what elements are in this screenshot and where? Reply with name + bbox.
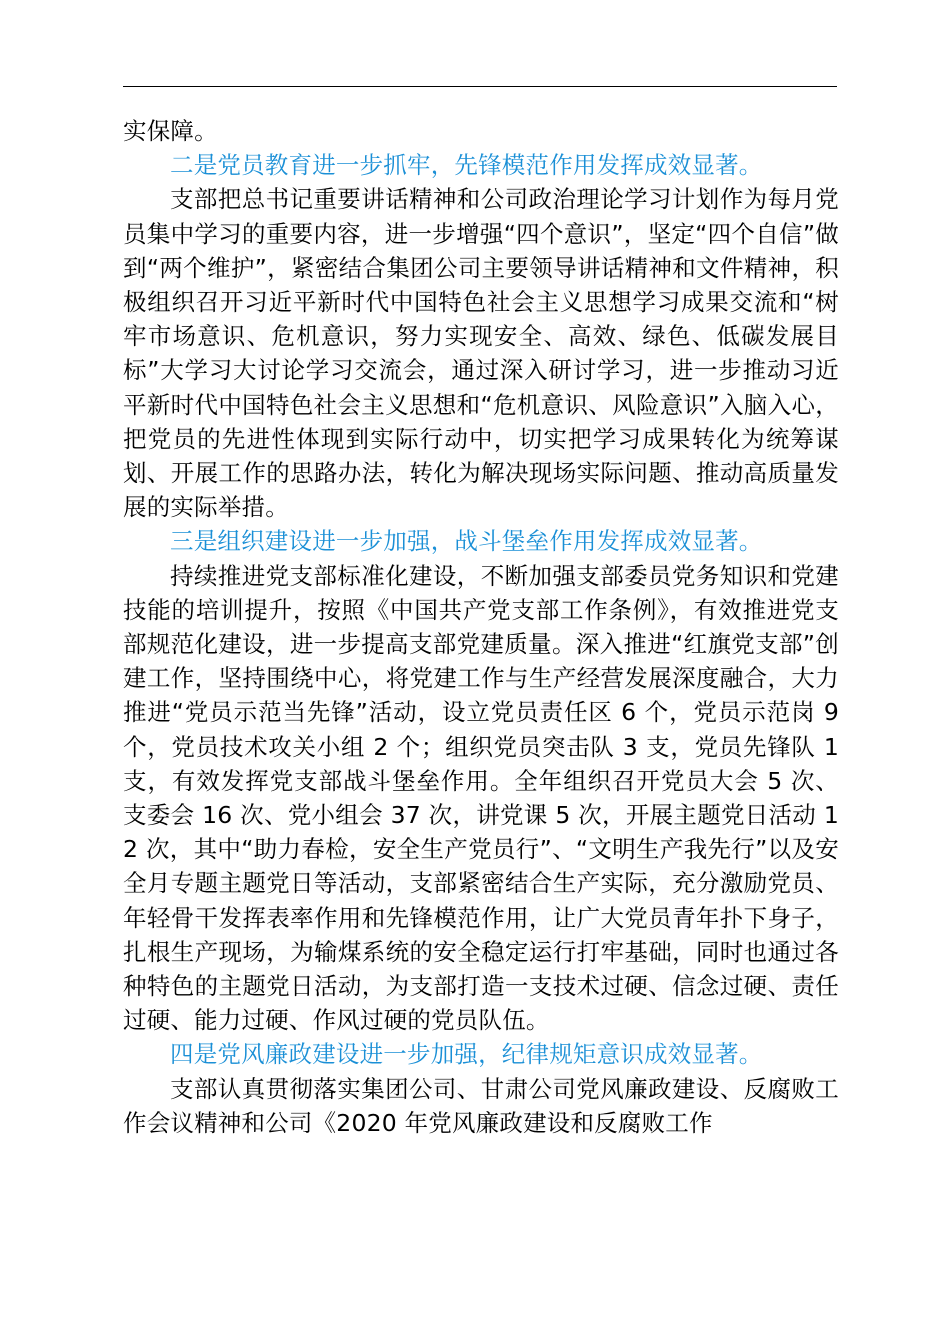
document-body [123, 114, 839, 1140]
header-rule [123, 86, 837, 87]
paragraph-clean-governance: 支部认真贯彻落实集团公司、甘肃公司党风廉政建设、反腐败工作会议精神和公司《2020 年党风廉政建设和反腐败工作 [123, 1074, 839, 1137]
section-heading-3: 三是组织建设进一步加强，战斗堡垒作用发挥成效显著。 [170, 527, 763, 556]
section-heading-2: 二是党员教育进一步抓牢，先锋模范作用发挥成效显著。 [170, 151, 763, 180]
paragraph-organization-building: 持续推进党支部标准化建设，不断加强支部委员党务知识和党建技能的培训提升，按照《中国共产党支部工作条例》，有效推进党支部规范化建设，进一步提高支部党建质量。深入推进“红旗党支部”创建工作，坚持围绕中心，将党建工作与生产经营发展深度融合，大力推进“党员示范当先锋”活动，设立党员责任区 6 个，党员示范岗 9 个，党员技术攻关小组 2 个；组织党员突击队 3 支，党员先锋队 1 支，有效发挥党支部战斗堡垒作用。全年组织召开党员大会 5 次、支委会 16 次、党小组会 37 次，讲党课 5 次，开展主题党日活动 12 次，其中“助力春检，安全生产党员行”、“文明生产我先行”以及安全月专题主题党日等活动，支部紧密结合生产实际，充分激励党员、年轻骨干发挥表率作用和先锋模范作用，让广大党员青年扑下身子，扎根生产现场，为输煤系统的安全稳定运行打牢基础，同时也通过各种特色的主题党日活动，为支部打造一支技术过硬、信念过硬、责任过硬、能力过硬、作风过硬的党员队伍。 [123, 561, 839, 1035]
paragraph-continuation: 实保障。 [123, 117, 218, 145]
section-heading-4: 四是党风廉政建设进一步加强，纪律规矩意识成效显著。 [170, 1040, 763, 1069]
paragraph-party-education: 支部把总书记重要讲话精神和公司政治理论学习计划作为每月党员集中学习的重要内容，进一步增强“四个意识”，坚定“四个自信”做到“两个维护”，紧密结合集团公司主要领导讲话精神和文件精神，积极组织召开习近平新时代中国特色社会主义思想学习成果交流和“树牢市场意识、危机意识，努力实现安全、高效、绿色、低碳发展目标”大学习大讨论学习交流会，通过深入研讨学习，进一步推动习近平新时代中国特色社会主义思想和“危机意识、风险意识”入脑入心，把党员的先进性体现到实际行动中，切实把学习成果转化为统筹谋划、开展工作的思路办法，转化为解决现场实际问题、推动高质量发展的实际举措。 [123, 185, 839, 522]
